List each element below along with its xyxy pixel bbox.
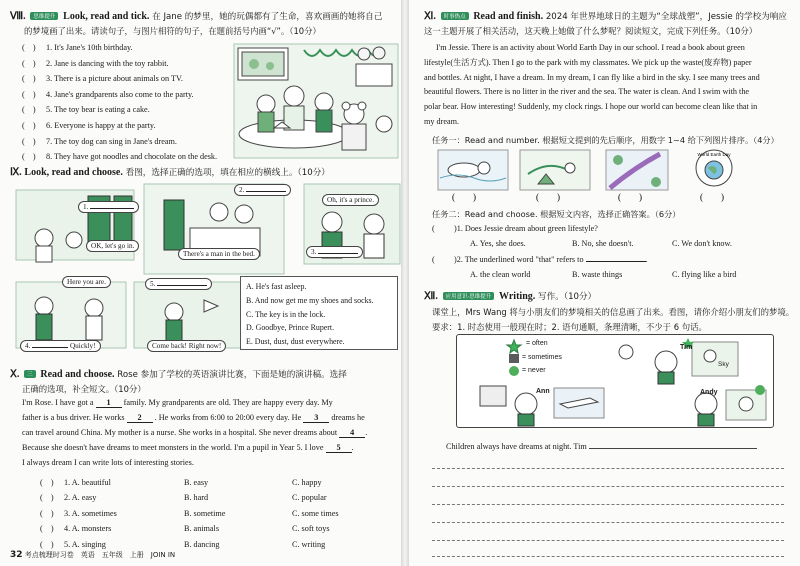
task1-instruction: 任务一：Read and number. 根据短文提到的先后顺序，用数字 1~4 给下列图片排序。（4分）: [432, 135, 779, 145]
s8-item[interactable]: ( ) 8. They have got noodles and chocolate on the desk.: [22, 152, 218, 162]
s8-item[interactable]: ( ) 2. Jane is dancing with the toy rabbit.: [22, 58, 169, 68]
s10-passage-line-3: can travel around China. My mother is a nurse. She works in a hospital. She never dreams about 4 .: [22, 428, 368, 437]
option-c[interactable]: C. We don't know.: [672, 239, 732, 248]
writing-line[interactable]: [432, 468, 784, 469]
s8-item[interactable]: ( ) 1. It's Jane's 10th birthday.: [22, 43, 133, 52]
s9-instruction: 看图，选择正确的选项，填在相应的横线上。（10分）: [125, 168, 330, 178]
footer-text: 考点梳理时习卷 英语 五年级 上册 JOIN IN: [24, 551, 176, 559]
legend-never: = never: [522, 367, 546, 374]
s12-instruction-2: 要求：1. 时态使用一般现在时；2. 语句通顺，条理清晰，不少于 6 句话。: [432, 322, 707, 332]
legend-sometimes: = sometimes: [522, 354, 562, 361]
s11-instruction-2: 这一主题开展了相关活动，这天晚上她做了什么梦呢？阅读短文，完成下列任务。（10分）: [424, 26, 758, 36]
s12-tag: 应用意识·思维提升: [443, 292, 495, 300]
s9-option: A. He's fast asleep.: [246, 282, 307, 291]
s10-choice-row[interactable]: ( ) 3. A. sometimes B. sometime C. some times: [40, 508, 339, 518]
option-b[interactable]: B. waste things: [572, 270, 623, 279]
s8-tag: 思维提升: [30, 12, 58, 20]
s10-passage-line-2: father is a bus driver. He works 2 . He works from 6:00 to 20:00 every day. He 3 dreams he: [22, 413, 365, 422]
writing-line[interactable]: [432, 522, 784, 523]
s8-instruction-1: 在 Jane 的梦里，她的玩偶都有了生命，喜欢画画的她将自己: [152, 12, 383, 22]
s11-title: Read and finish.: [473, 11, 544, 22]
s10-choice-row[interactable]: ( ) 2. A. easy B. hard C. popular: [40, 493, 327, 503]
writing-start: Children always have dreams at night. Tim: [446, 442, 757, 451]
writing-line[interactable]: [432, 556, 784, 557]
s11-number: Ⅺ.: [424, 11, 436, 22]
s8-number: Ⅷ.: [10, 11, 26, 22]
s8-items: [22, 40, 217, 165]
s9-title: Look, read and choose.: [24, 167, 123, 178]
speech-bubble-3: 3.: [306, 246, 363, 258]
page-gutter: [401, 0, 409, 566]
s12-heading: [424, 290, 596, 302]
s11-passage: I'm Jessie. There is an activity about World Earth Day in our school. I read a book about green lifestyle(生活方式). Then I go to the park with my classmates. We pick up the waste(废弃物) paper and bottles. At night, I have a dream. In my dream, I can fly like a bird in the sky. I see many trees and beautiful flowers. There is no litter in the river and the sea. The water is clean. And I swim with the polar bear. How interesting! Suddenly, my clock rings. I hope our world can become clean like that in my dream.: [424, 43, 760, 126]
option-c[interactable]: C. flying like a bird: [672, 270, 737, 279]
task2-q2-options: [470, 270, 736, 279]
task2-instruction: 任务二：Read and choose. 根据短文内容，选择正确答案。（6分）: [432, 209, 681, 219]
s10-heading: [10, 368, 347, 380]
s8-item[interactable]: ( ) 7. The toy dog can sing in Jane's dream.: [22, 136, 177, 146]
left-footer: [10, 550, 175, 560]
s11-tag: 时事热点: [441, 12, 469, 20]
s12-title: Writing.: [499, 291, 536, 302]
name-tim: Tim: [680, 344, 693, 351]
blank-4[interactable]: 4: [339, 428, 365, 438]
svg-text:( ): ( ): [536, 192, 560, 202]
s10-choices: [40, 475, 339, 552]
dream-party-illustration: [234, 44, 398, 158]
speech-bubble-man: There's a man in the bed.: [178, 248, 260, 260]
task2-question-1[interactable]: ( )1. Does Jessie dream about green lifestyle?: [432, 224, 598, 233]
s12-number: Ⅻ.: [424, 291, 438, 302]
svg-text:( ): ( ): [618, 192, 642, 202]
speech-bubble-here: Here you are.: [62, 276, 111, 288]
s9-option: B. And now get me my shoes and socks.: [246, 295, 374, 305]
s8-item[interactable]: ( ) 4. Jane's grandparents also come to the party.: [22, 89, 194, 99]
s12-instruction-1: 课堂上，Mrs Wang 将与小朋友们的梦境相关的信息画了出来。看图，请你介绍小朋友们的梦境。: [432, 307, 795, 317]
s9-option: C. The key is in the lock.: [246, 309, 326, 319]
writing-line[interactable]: [432, 486, 784, 487]
task2-question-2[interactable]: ( )2. The underlined word "that" refers to .: [432, 255, 648, 264]
speech-bubble-2: 2.: [234, 184, 291, 196]
s10-passage-line-4: Because she doesn't have dreams to meet monsters in the world. I'm a pupil in Year 5. I love 5 .: [22, 443, 354, 452]
name-andy: Andy: [700, 389, 718, 396]
s10-tag: 三: [24, 370, 36, 378]
s10-choice-row[interactable]: ( ) 1. A. beautiful B. easy C. happy: [40, 478, 322, 487]
s8-item[interactable]: ( ) 5. The toy bear is eating a cake.: [22, 105, 150, 115]
s12-title-cn: 写作。（10分）: [538, 292, 597, 302]
task2-q1-options: [470, 239, 732, 248]
s9-heading: [10, 166, 330, 178]
legend-often: = often: [526, 340, 548, 347]
s8-item[interactable]: ( ) 6. Everyone is happy at the party.: [22, 120, 156, 130]
s10-passage-line-1: I'm Rose. I have got a 1 family. My grandparents are old. They are happy every day. My: [22, 398, 333, 407]
s11-heading: [424, 10, 787, 22]
speech-bubble-5: 5.: [145, 278, 212, 290]
speech-bubble-ok: OK, let's go in.: [86, 240, 139, 252]
speech-bubble-1: 1.: [78, 201, 139, 213]
blank-2[interactable]: 2: [127, 413, 153, 423]
s10-number: Ⅹ.: [10, 369, 20, 380]
writing-line[interactable]: [432, 504, 784, 505]
s8-heading: [10, 10, 382, 22]
s10-passage-line-5: I always dream I can write lots of interesting stories.: [22, 458, 194, 467]
dream-legend-drawing: [456, 334, 774, 428]
s10-instruction-2: 正确的选项，补全短文。（10分）: [22, 384, 146, 394]
s8-title: Look, read and tick.: [63, 11, 150, 22]
option-a[interactable]: A. Yes, she does.: [470, 239, 526, 248]
s8-item[interactable]: ( ) 3. There is a picture about animals on TV.: [22, 74, 183, 84]
task1-pictures: [438, 148, 788, 202]
s9-option: D. Goodbye, Prince Rupert.: [246, 323, 335, 333]
writing-line[interactable]: [432, 540, 784, 541]
s10-instruction-1: Rose 参加了学校的英语演讲比赛，下面是她的演讲稿。选择: [117, 370, 347, 380]
svg-text:( ): ( ): [700, 192, 724, 202]
s8-instruction-2: 的梦境画了出来。请读句子，与图片相符的句子，在题前括号内画“√”。（10分）: [24, 26, 321, 36]
option-a[interactable]: A. the clean world: [470, 270, 531, 279]
s10-choice-row[interactable]: ( ) 4. A. monsters B. animals C. soft toys: [40, 524, 330, 534]
svg-text:( ): ( ): [452, 192, 476, 202]
s9-options-box: [240, 276, 398, 350]
speech-bubble-4: 4. Quickly!: [20, 340, 101, 352]
sky-label: Sky: [718, 361, 729, 368]
blank-1[interactable]: 1: [96, 398, 122, 408]
s11-instruction-1: 2024 年世界地球日的主题为“全球战塑”，Jessie 的学校为响应: [545, 12, 787, 22]
speech-bubble-prince: Oh, it's a prince.: [322, 194, 379, 206]
earth-day-badge-text: World Earth Day: [697, 152, 731, 157]
speech-bubble-come: Come back! Right now!: [147, 340, 226, 352]
s9-number: Ⅸ.: [10, 167, 22, 178]
blank-5[interactable]: 5: [326, 443, 352, 453]
blank-3[interactable]: 3: [303, 413, 329, 423]
s10-title: Read and choose.: [40, 369, 115, 380]
name-ann: Ann: [536, 388, 550, 395]
s10-choice-row[interactable]: ( ) 5. A. singing B. dancing C. writing: [40, 539, 326, 549]
page-number: 32: [10, 550, 23, 560]
option-b[interactable]: B. No, she doesn't.: [572, 239, 634, 248]
s9-option: E. Dust, dust, dust everywhere.: [246, 337, 345, 347]
